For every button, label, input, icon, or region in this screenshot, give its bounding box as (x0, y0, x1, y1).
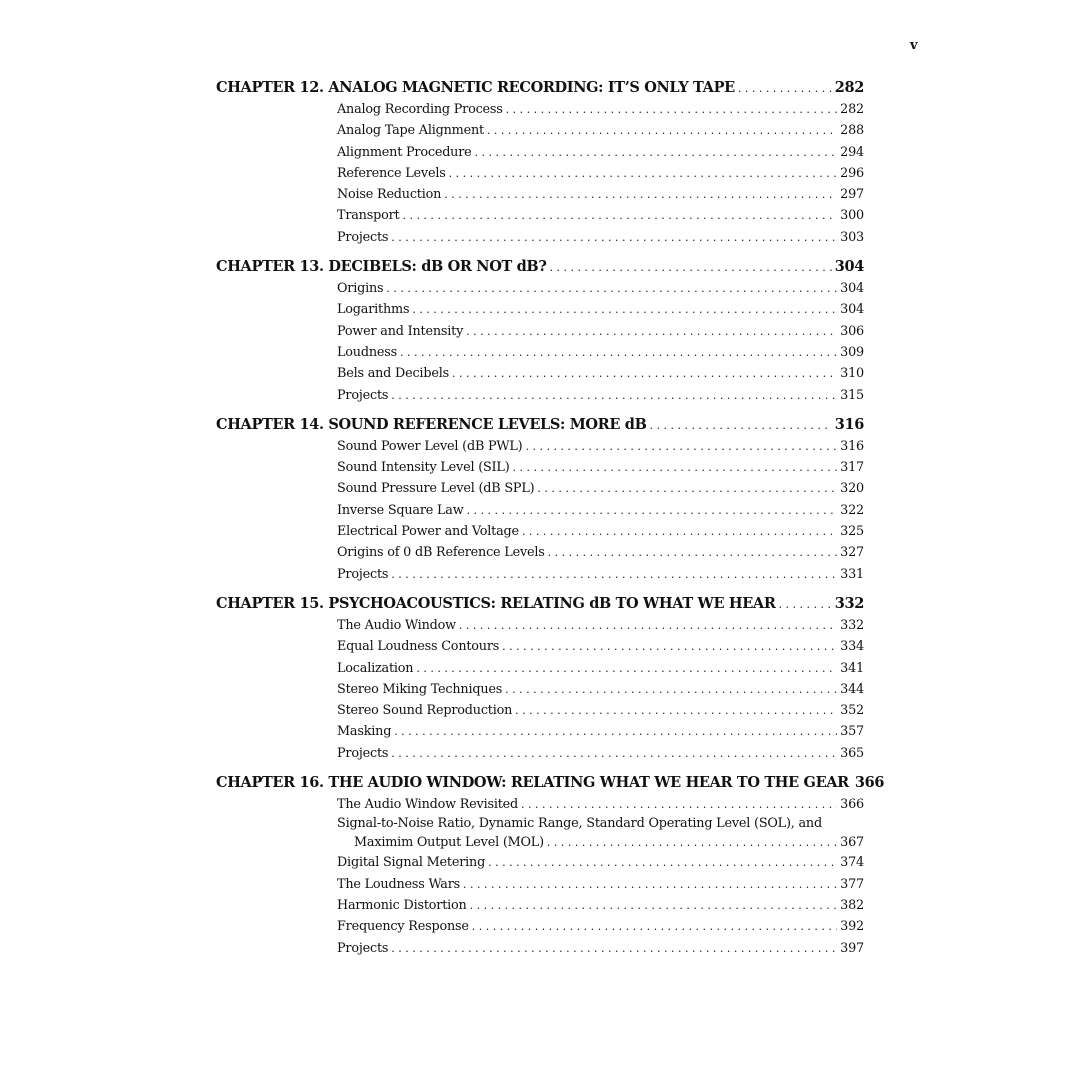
section-page-number: 304 (840, 281, 864, 297)
chapter-title: CHAPTER 15. PSYCHOACOUSTICS: RELATING dB TO WHAT WE HEAR (216, 594, 776, 612)
leader-dots (391, 385, 837, 406)
section-page-number: 332 (840, 617, 864, 633)
section-title: Signal-to-Noise Ratio, Dynamic Range, Standard Operating Level (SOL), and (337, 816, 822, 832)
section-entry[interactable] (337, 895, 864, 916)
section-title: The Audio Window (337, 617, 456, 633)
section-page-number: 365 (840, 745, 864, 761)
leader-dots (488, 852, 837, 873)
section-entry[interactable] (337, 938, 864, 959)
section-title: Noise Reduction (337, 187, 442, 203)
section-title: Alignment Procedure (337, 144, 472, 160)
section-page-number: 357 (840, 724, 864, 740)
leader-dots (549, 256, 831, 279)
section-title: Frequency Response (337, 919, 469, 935)
section-page-number: 297 (840, 187, 864, 203)
section-title: Projects (337, 940, 389, 956)
section-title: Loudness (337, 344, 397, 360)
section-entry[interactable] (337, 679, 864, 700)
section-entry[interactable] (337, 500, 864, 521)
leader-dots (738, 77, 832, 100)
leader-dots (400, 342, 837, 363)
section-page-number: 294 (840, 144, 864, 160)
section-entry[interactable] (337, 636, 864, 657)
leader-dots (452, 363, 837, 384)
section-entry[interactable] (337, 815, 864, 852)
leader-dots (412, 299, 837, 320)
section-entry[interactable] (337, 521, 864, 542)
page-number: v (910, 38, 918, 53)
section-entry[interactable] (337, 385, 864, 406)
section-page-number: 317 (840, 460, 864, 476)
leader-dots (449, 163, 838, 184)
chapter-title: CHAPTER 12. ANALOG MAGNETIC RECORDING: IT’S ONLY TAPE (216, 79, 735, 96)
section-title: Localization (337, 660, 414, 676)
section-title: Inverse Square Law (337, 502, 464, 518)
leader-dots (649, 414, 831, 437)
section-title: The Audio Window Revisited (337, 797, 519, 813)
section-page-number: 309 (840, 344, 864, 360)
section-page-number: 397 (840, 940, 864, 956)
section-page-number: 392 (840, 919, 864, 935)
section-title: Stereo Sound Reproduction (337, 703, 513, 719)
chapter-heading[interactable] (216, 772, 885, 794)
section-page-number: 382 (840, 897, 864, 913)
section-entry[interactable] (337, 363, 864, 384)
leader-dots (386, 278, 837, 299)
leader-dots (487, 120, 837, 141)
section-page-number: 374 (840, 855, 864, 871)
section-entry[interactable] (337, 542, 864, 563)
leader-dots (402, 205, 837, 226)
section-entry[interactable] (337, 743, 864, 764)
section-page-number: 296 (840, 165, 864, 181)
section-entry[interactable] (337, 874, 864, 895)
chapter-block (216, 414, 864, 585)
chapter-heading[interactable] (216, 77, 864, 99)
chapter-block (216, 772, 885, 959)
section-title: Electrical Power and Voltage (337, 524, 519, 540)
leader-dots (391, 938, 837, 959)
section-page-number: 315 (840, 387, 864, 403)
leader-dots (391, 564, 837, 585)
section-entry[interactable] (337, 99, 864, 120)
section-title: Origins of 0 dB Reference Levels (337, 545, 545, 561)
leader-dots (459, 615, 837, 636)
leader-dots (475, 142, 838, 163)
section-page-number: 327 (840, 545, 864, 561)
leader-dots (467, 500, 838, 521)
section-entry[interactable] (337, 342, 864, 363)
section-title: Projects (337, 566, 389, 582)
section-page-number: 366 (840, 797, 864, 813)
section-entry[interactable] (337, 478, 864, 499)
section-entry[interactable] (337, 564, 864, 585)
section-page-number: 334 (840, 639, 864, 655)
section-entry[interactable] (337, 436, 864, 457)
leader-dots (463, 874, 837, 895)
leader-dots (506, 99, 838, 120)
section-page-number: 377 (840, 876, 864, 892)
section-title: Digital Signal Metering (337, 855, 486, 871)
section-entry[interactable] (337, 227, 864, 248)
section-entry[interactable] (337, 615, 864, 636)
section-title: Origins (337, 281, 384, 297)
section-title: Reference Levels (337, 165, 446, 181)
chapter-title: CHAPTER 13. DECIBELS: dB OR NOT dB? (216, 258, 547, 276)
section-page-number: 341 (840, 660, 864, 676)
leader-dots (466, 321, 837, 342)
section-entry[interactable] (337, 278, 864, 299)
section-page-number: 367 (840, 834, 864, 850)
leader-dots (513, 457, 838, 478)
section-page-number: 306 (840, 323, 864, 339)
leader-dots (391, 743, 837, 764)
section-title: Stereo Miking Techniques (337, 681, 503, 697)
section-entry[interactable] (337, 658, 864, 679)
section-page-number: 331 (840, 566, 864, 582)
chapter-page-number: 332 (834, 594, 864, 612)
section-title: Sound Intensity Level (SIL) (337, 460, 510, 476)
leader-dots (515, 700, 837, 721)
section-entry[interactable] (337, 299, 864, 320)
chapter-page-number: 282 (834, 79, 864, 96)
chapter-title: CHAPTER 16. THE AUDIO WINDOW: RELATING WHAT WE HEAR TO THE GEAR (216, 774, 849, 792)
leader-dots (391, 227, 837, 248)
section-page-number: 320 (840, 481, 864, 497)
section-title: Bels and Decibels (337, 366, 449, 382)
section-title: Power and Intensity (337, 323, 464, 339)
section-title: Projects (337, 745, 389, 761)
section-page-number: 316 (840, 438, 864, 454)
leader-dots (416, 658, 837, 679)
section-page-number: 352 (840, 703, 864, 719)
section-entry[interactable] (337, 321, 864, 342)
chapter-page-number: 316 (834, 415, 864, 433)
section-page-number: 288 (840, 123, 864, 139)
section-page-number: 310 (840, 366, 864, 382)
section-page-number: 303 (840, 229, 864, 245)
leader-dots (470, 895, 838, 916)
chapter-block (216, 77, 864, 248)
section-title: Projects (337, 229, 389, 245)
section-page-number: 322 (840, 502, 864, 518)
leader-dots (444, 184, 837, 205)
section-page-number: 282 (840, 102, 864, 117)
section-entry[interactable] (337, 205, 864, 226)
section-title: Logarithms (337, 302, 410, 318)
table-of-contents (216, 77, 885, 967)
section-title: Transport (337, 208, 400, 224)
chapter-page-number: 304 (834, 258, 864, 276)
chapter-heading[interactable] (216, 256, 864, 278)
section-entry[interactable] (337, 852, 864, 873)
section-page-number: 300 (840, 208, 864, 224)
section-entry[interactable] (337, 916, 864, 937)
section-title: Analog Recording Process (337, 102, 503, 117)
leader-dots (525, 436, 837, 457)
leader-dots (522, 521, 837, 542)
section-entry[interactable] (337, 163, 864, 184)
chapter-title: CHAPTER 14. SOUND REFERENCE LEVELS: MORE dB (216, 415, 647, 433)
leader-dots (779, 593, 832, 616)
section-title: Harmonic Distortion (337, 897, 467, 913)
section-entry[interactable] (337, 142, 864, 163)
leader-dots (472, 916, 837, 937)
leader-dots (548, 542, 838, 563)
section-entry[interactable] (337, 184, 864, 205)
section-page-number: 304 (840, 302, 864, 318)
leader-dots (537, 478, 837, 499)
leader-dots (547, 834, 837, 853)
leader-dots (505, 679, 837, 700)
section-title: Sound Power Level (dB PWL) (337, 438, 523, 454)
section-entry[interactable] (337, 794, 864, 815)
section-title: The Loudness Wars (337, 876, 461, 892)
chapter-block (216, 256, 864, 406)
section-title: Sound Pressure Level (dB SPL) (337, 481, 535, 497)
leader-dots (394, 721, 837, 742)
chapter-heading[interactable] (216, 593, 864, 615)
section-entry[interactable] (337, 120, 864, 141)
section-title: Equal Loudness Contours (337, 639, 500, 655)
section-title: Projects (337, 387, 389, 403)
section-title: Masking (337, 724, 392, 740)
leader-dots (502, 636, 837, 657)
leader-dots (521, 794, 837, 815)
section-entry[interactable] (337, 721, 864, 742)
section-page-number: 325 (840, 524, 864, 540)
chapter-block (216, 593, 864, 764)
section-title: Analog Tape Alignment (337, 123, 484, 139)
section-entry[interactable] (337, 457, 864, 478)
section-page-number: 344 (840, 681, 864, 697)
section-title-continued: Maximim Output Level (MOL) (354, 834, 544, 850)
chapter-heading[interactable] (216, 414, 864, 436)
section-entry[interactable] (337, 700, 864, 721)
chapter-page-number: 366 (854, 774, 885, 792)
